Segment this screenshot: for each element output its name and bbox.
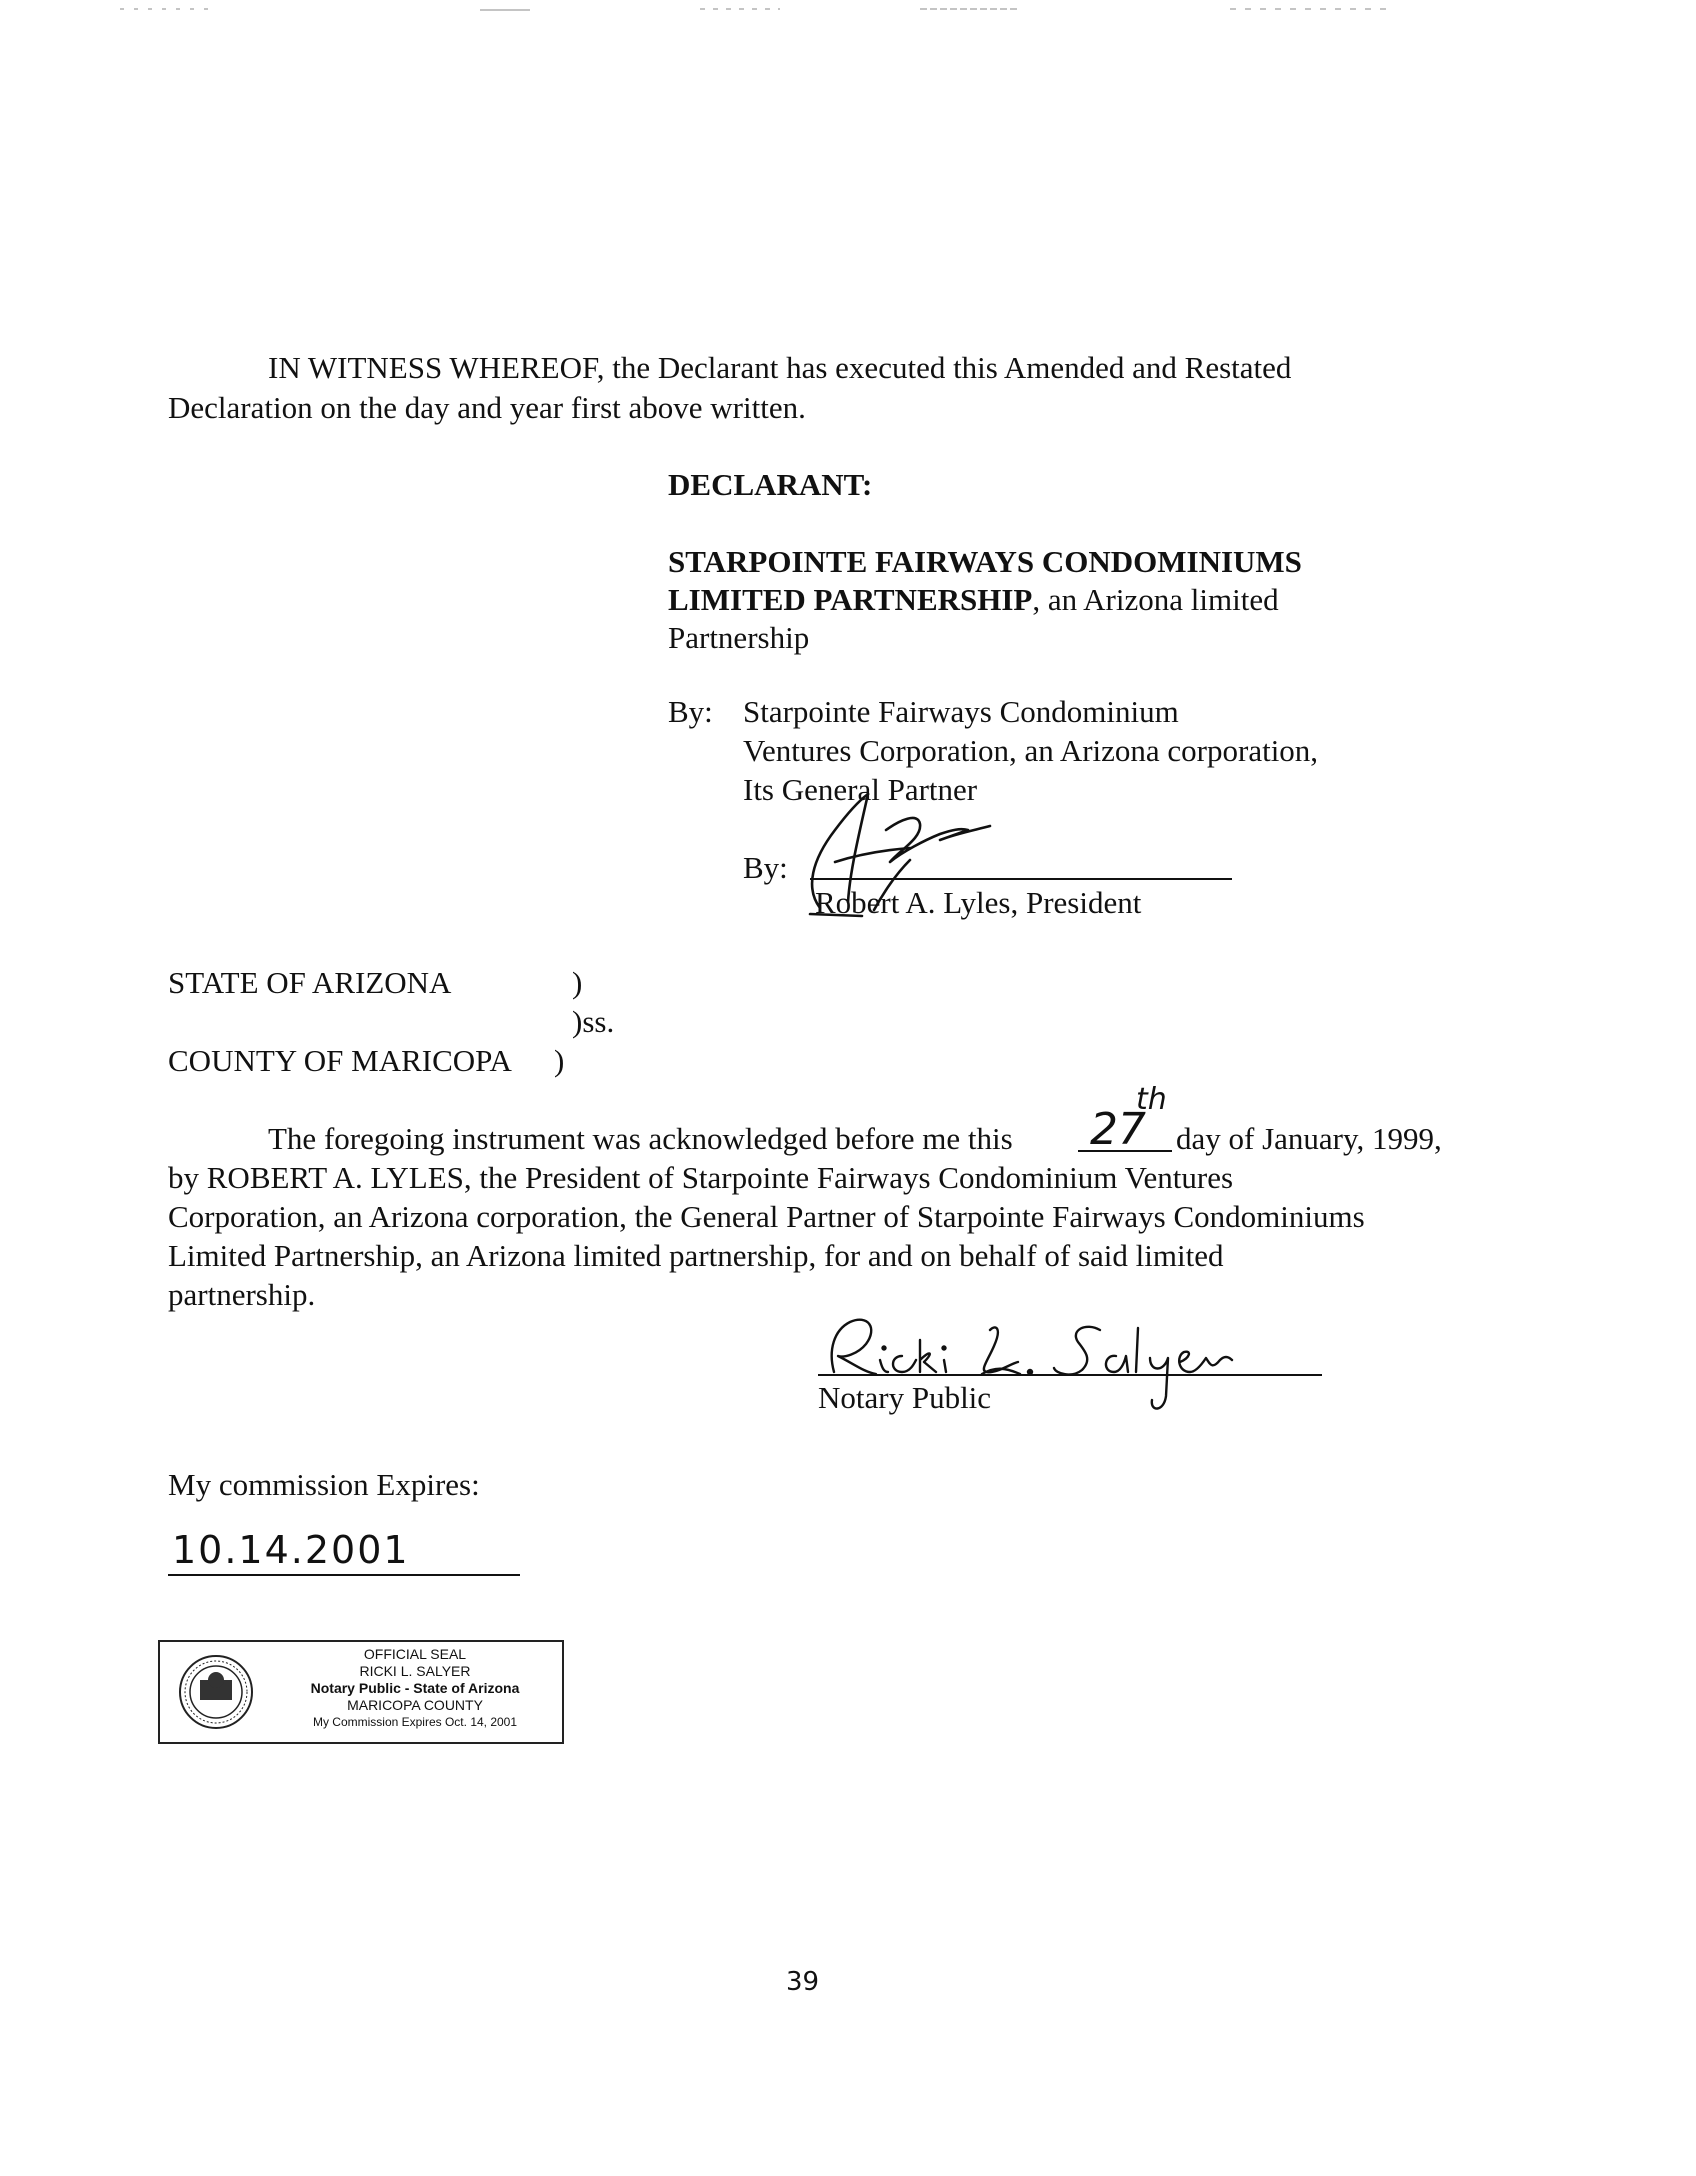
declarant-entity-name: LIMITED PARTNERSHIP	[668, 582, 1033, 617]
venue-paren-1: )	[572, 965, 583, 1000]
by-line-1: Starpointe Fairways Condominium	[743, 694, 1179, 729]
notary-public-label: Notary Public	[818, 1380, 992, 1415]
handwritten-day-suffix: th	[1136, 1082, 1167, 1117]
acknowledgment-line-2: by ROBERT A. LYLES, the President of Starpointe Fairways Condominium Ventures	[168, 1160, 1234, 1195]
seal-line-2: RICKI L. SALYER	[359, 1663, 471, 1679]
declarant-entity-line-2	[668, 580, 1279, 620]
witness-clause-line-2: Declaration on the day and year first above written.	[168, 390, 806, 425]
by-line-3: Its General Partner	[743, 772, 978, 807]
commission-label: My commission Expires:	[168, 1467, 480, 1502]
venue-county: COUNTY OF MARICOPA	[168, 1043, 512, 1078]
seal-line-4: MARICOPA COUNTY	[347, 1697, 483, 1713]
seal-text-block	[270, 1646, 560, 1731]
venue-ss: )ss.	[572, 1004, 615, 1039]
declarant-entity-line-3: Partnership	[668, 620, 810, 655]
official-seal-stamp	[158, 1640, 564, 1744]
witness-clause-line-1: IN WITNESS WHEREOF, the Declarant has executed this Amended and Restated	[268, 350, 1292, 385]
by-label: By:	[668, 694, 713, 729]
seal-line-1: OFFICIAL SEAL	[363, 1646, 467, 1662]
seal-line-3: Notary Public - State of Arizona	[310, 1680, 520, 1696]
arizona-state-seal-emblem	[168, 1650, 264, 1734]
acknowledgment-line-1b: day of January, 1999,	[1176, 1121, 1442, 1156]
commission-expiration-date: 10.14.2001	[172, 1528, 410, 1572]
acknowledgment-line-3: Corporation, an Arizona corporation, the General Partner of Starpointe Fairways Condominiums	[168, 1199, 1365, 1234]
commission-date-line	[168, 1574, 520, 1576]
by2-label: By:	[743, 850, 788, 885]
seal-line-5: My Commission Expires Oct. 14, 2001	[312, 1715, 518, 1729]
signer-name: Robert A. Lyles, President	[815, 885, 1142, 920]
handwritten-day: 27	[1090, 1104, 1146, 1155]
acknowledgment-line-5: partnership.	[168, 1277, 316, 1312]
acknowledgment-line-1a: The foregoing instrument was acknowledged before me this	[268, 1121, 1013, 1156]
declarant-entity-descriptor: , an Arizona limited	[1032, 582, 1279, 617]
declarant-heading: DECLARANT:	[668, 467, 873, 502]
president-signature-graphic	[790, 790, 1050, 920]
venue-state: STATE OF ARIZONA	[168, 965, 452, 1000]
by-line-2: Ventures Corporation, an Arizona corporation,	[743, 733, 1319, 768]
venue-paren-2: )	[554, 1043, 565, 1078]
acknowledgment-line-4: Limited Partnership, an Arizona limited partnership, for and on behalf of said limited	[168, 1238, 1224, 1273]
page-number: 39	[786, 1967, 820, 1997]
scan-artifact-marks	[0, 6, 1696, 12]
declarant-entity-line-1: STARPOINTE FAIRWAYS CONDOMINIUMS	[668, 544, 1302, 579]
